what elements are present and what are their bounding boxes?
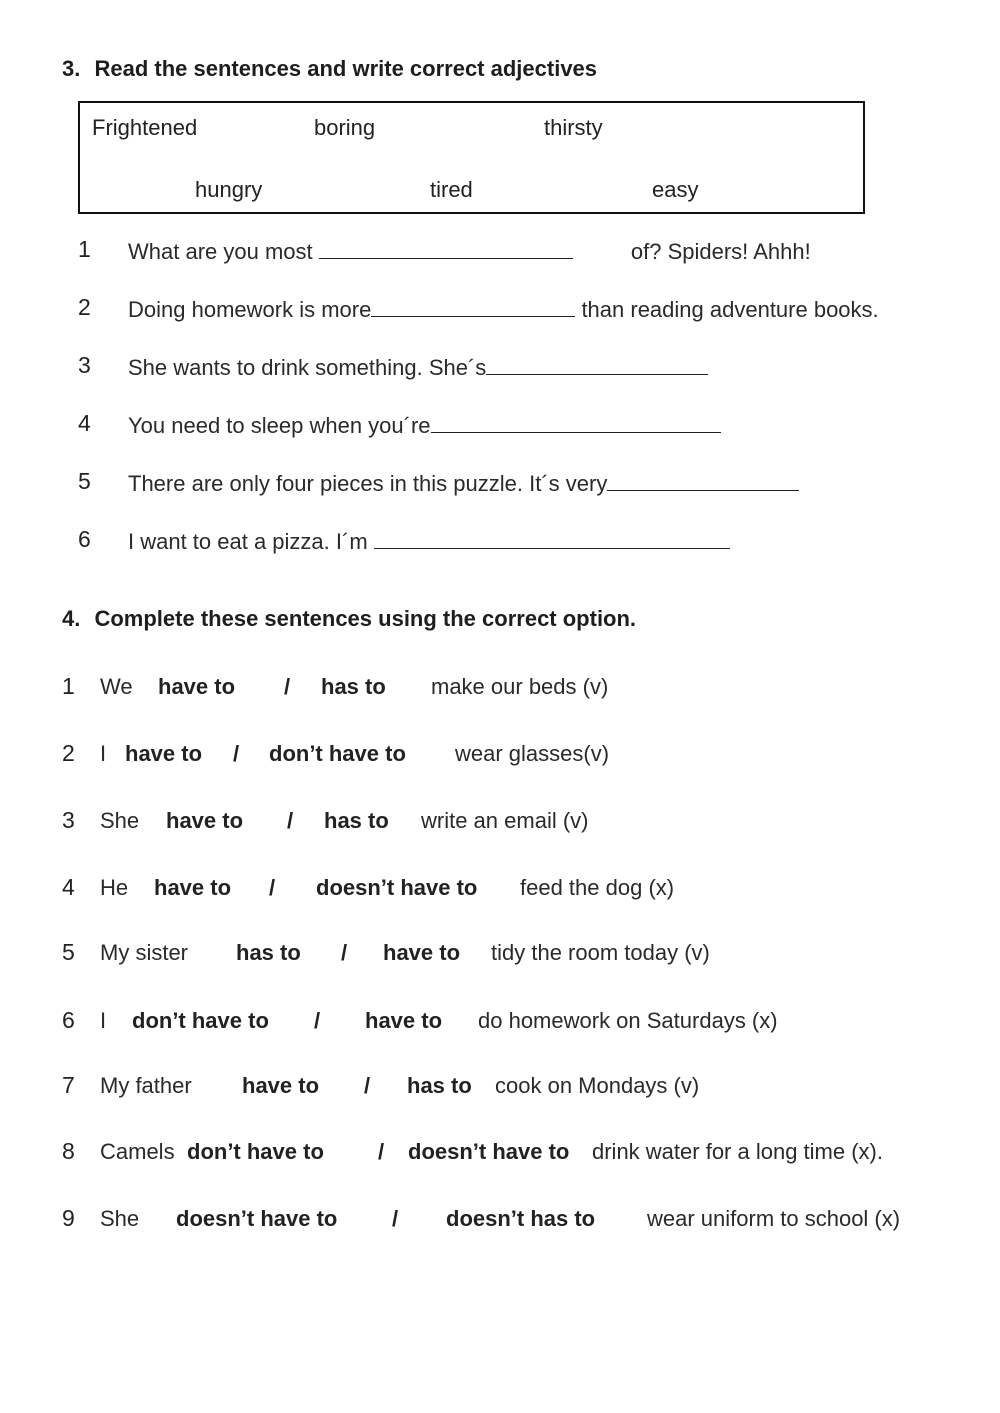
word-tired: tired	[430, 177, 473, 202]
word-thirsty: thirsty	[544, 115, 603, 140]
option-separator: /	[378, 1139, 385, 1164]
answer-blank[interactable]	[374, 528, 730, 549]
option-1[interactable]: have to	[158, 674, 236, 699]
section-3-number: 3.	[62, 56, 81, 81]
s3-sentence-after: than reading adventure books.	[581, 297, 879, 322]
s4-subject: My sister	[100, 940, 188, 965]
option-2[interactable]: has to	[321, 674, 386, 699]
option-separator: /	[233, 741, 240, 766]
s3-sentence-2-text	[128, 296, 879, 323]
s3-number: 3	[78, 352, 91, 378]
option-1[interactable]: don’t have to	[132, 1008, 269, 1033]
s4-subject: I	[100, 741, 107, 766]
option-2[interactable]: have to	[365, 1008, 443, 1033]
section-3-heading	[62, 56, 597, 82]
option-2[interactable]: has to	[407, 1073, 472, 1098]
s3-sentence-after: of? Spiders! Ahhh!	[630, 239, 811, 264]
s4-rest: wear glasses(v)	[455, 741, 610, 766]
option-1[interactable]: have to	[154, 875, 232, 900]
word-hungry: hungry	[195, 177, 263, 202]
s4-subject: He	[100, 875, 129, 900]
option-separator: /	[364, 1073, 371, 1098]
s3-sentence-before: You need to sleep when you´re	[128, 413, 431, 438]
s3-sentence-6	[78, 526, 91, 553]
s4-number: 3	[62, 807, 75, 833]
option-1[interactable]: have to	[125, 741, 203, 766]
s4-subject: Camels	[100, 1139, 175, 1164]
option-separator: /	[314, 1008, 321, 1033]
s3-sentence-before: She wants to drink something. She´s	[128, 355, 487, 380]
s4-subject: She	[100, 808, 140, 833]
s4-rest: tidy the room today (v)	[491, 940, 710, 965]
section-4-number: 4.	[62, 606, 81, 631]
section-4-title: Complete these sentences using the correct option.	[94, 606, 637, 631]
s3-sentence-before: There are only four pieces in this puzzle. It´s very	[128, 471, 608, 496]
s3-number: 5	[78, 468, 91, 494]
option-1[interactable]: don’t have to	[187, 1139, 324, 1164]
s4-number: 5	[62, 939, 75, 965]
option-1[interactable]: has to	[236, 940, 301, 965]
s4-rest: make our beds (v)	[431, 674, 609, 699]
s4-rest: drink water for a long time (x).	[592, 1139, 883, 1164]
s4-number: 6	[62, 1007, 75, 1033]
s3-sentence-before: I want to eat a pizza. I´m	[128, 529, 368, 554]
option-2[interactable]: don’t have to	[269, 741, 406, 766]
answer-blank[interactable]	[431, 412, 721, 433]
s3-sentence-3-text	[128, 354, 708, 381]
word-frightened: Frightened	[92, 115, 198, 140]
s3-sentence-before: What are you most	[128, 239, 313, 264]
s4-rest: feed the dog (x)	[520, 875, 675, 900]
option-separator: /	[284, 674, 291, 699]
option-2[interactable]: doesn’t has to	[446, 1206, 596, 1231]
option-2[interactable]: have to	[383, 940, 461, 965]
s3-sentence-5-text	[128, 470, 799, 497]
option-separator: /	[341, 940, 348, 965]
s3-sentence-3	[78, 352, 91, 379]
s4-subject: I	[100, 1008, 107, 1033]
option-1[interactable]: have to	[242, 1073, 320, 1098]
s3-sentence-5	[78, 468, 91, 495]
option-2[interactable]: doesn’t have to	[408, 1139, 570, 1164]
s3-sentence-2	[78, 294, 91, 321]
s4-number: 2	[62, 740, 75, 766]
s3-sentence-4-text	[128, 412, 721, 439]
s3-sentence-1-text	[128, 238, 811, 265]
option-separator: /	[392, 1206, 399, 1231]
section-4-heading	[62, 606, 636, 632]
s4-rest: wear uniform to school (x)	[647, 1206, 901, 1231]
word-boring: boring	[314, 115, 376, 140]
s4-subject: We	[100, 674, 133, 699]
option-2[interactable]: doesn’t have to	[316, 875, 478, 900]
s3-sentence-6-text	[128, 528, 730, 555]
s4-subject: She	[100, 1206, 140, 1231]
s4-rest: cook on Mondays (v)	[495, 1073, 700, 1098]
s4-rest: do homework on Saturdays (x)	[478, 1008, 778, 1033]
option-1[interactable]: have to	[166, 808, 244, 833]
s4-number: 9	[62, 1205, 75, 1231]
section-3-title: Read the sentences and write correct adjectives	[94, 56, 598, 81]
answer-blank[interactable]	[371, 296, 575, 317]
s3-number: 1	[78, 236, 91, 262]
word-easy: easy	[652, 177, 699, 202]
s3-number: 2	[78, 294, 91, 320]
s3-number: 4	[78, 410, 91, 436]
answer-blank[interactable]	[319, 238, 573, 259]
s4-number: 4	[62, 874, 75, 900]
option-separator: /	[269, 875, 276, 900]
s3-sentence-4	[78, 410, 91, 437]
option-separator: /	[287, 808, 294, 833]
s4-rest: write an email (v)	[421, 808, 589, 833]
option-2[interactable]: has to	[324, 808, 389, 833]
s4-number: 7	[62, 1072, 75, 1098]
s3-sentence-before: Doing homework is more	[128, 297, 372, 322]
option-1[interactable]: doesn’t have to	[176, 1206, 338, 1231]
s4-number: 1	[62, 673, 75, 699]
answer-blank[interactable]	[607, 470, 799, 491]
s4-number: 8	[62, 1138, 75, 1164]
s3-number: 6	[78, 526, 91, 552]
s4-subject: My father	[100, 1073, 192, 1098]
answer-blank[interactable]	[486, 354, 708, 375]
s3-sentence-1	[78, 236, 91, 263]
